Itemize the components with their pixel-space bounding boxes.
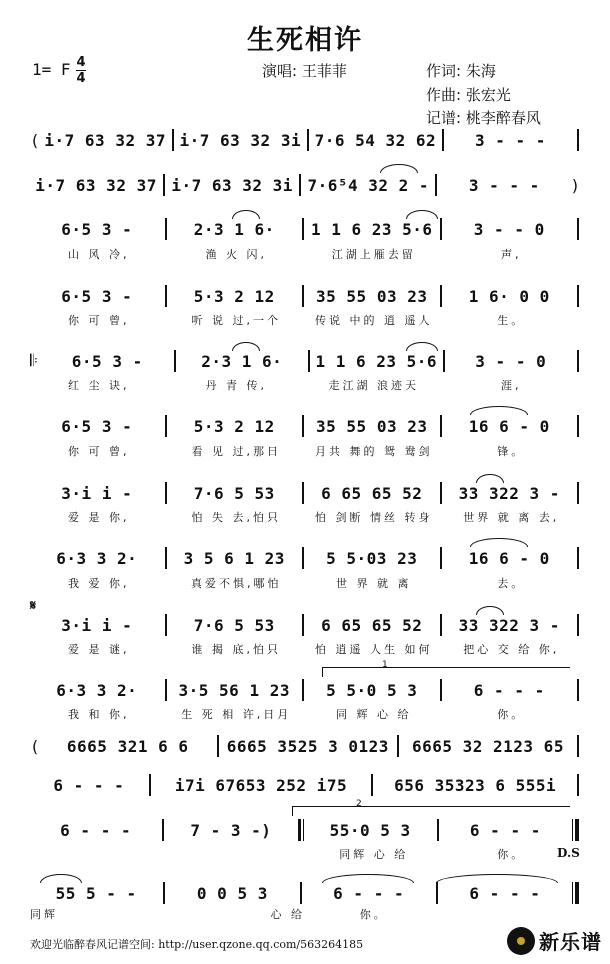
measure: 5 5·0 5 3 [326,680,418,700]
measure: 33 322 3 - [458,615,560,635]
volta-2-number: 2 [356,799,362,809]
measure: 7·6⁵4 32 2 - [307,175,430,195]
measure: 16 6 - 0 [468,548,550,568]
slur [232,342,260,351]
logo-text: 新乐谱 [539,930,602,954]
lyric [168,846,306,864]
lyric: 声, [501,248,522,261]
lyric: 爱 是 谜, [68,643,130,656]
lyric: 把心 交 给 你, [463,643,560,656]
measure: 656 35323 6 555i [394,775,557,795]
score-row-1 [30,126,580,154]
measure: 3 - - 0 [475,351,547,371]
lyric-line-6 [30,575,580,593]
slur [232,210,260,219]
score-row-10 [30,676,580,704]
lyric: 涯, [501,379,522,392]
lyric-line-5 [30,509,580,527]
measure: 55 5 - - [55,883,137,903]
measure: 5·3 2 12 [193,416,275,436]
lyricist-credit: 作词: 朱海 [426,62,496,80]
measure: i·7 63 32 37 [44,130,166,150]
measure: 6·3 3 2· [56,548,138,568]
lyric: 你。 [497,848,526,861]
measure: i·7 63 32 3i [179,130,302,150]
lyric: 渔 火 闪, [205,248,267,261]
measure: 6665 32 2123 65 [411,736,564,756]
score-row-3 [30,215,580,243]
measure: 6 - - - [469,883,541,903]
time-sig-denominator: 4 [76,71,86,86]
score-row-5 [30,347,580,375]
lyric: 怕 剑断 情丝 转身 [315,511,433,524]
measure: 35 55 03 23 [316,416,428,436]
measure: 6 - - - [53,775,125,795]
measure: 6·5 3 - [61,286,133,306]
measure: 6·5 3 - [61,219,133,239]
measure: 6·5 3 - [61,416,133,436]
lyric-line-10 [30,906,580,924]
measure: 5·3 2 12 [193,286,275,306]
measure: 16 6 - 0 [468,416,550,436]
segno-sign: 𝄋 [30,598,37,614]
lyric-line-4 [30,443,580,461]
lyric-line-9 [30,846,580,864]
score-row-13 [30,816,580,844]
lyric: 爱 是 你, [68,511,130,524]
lyric: 世界 就 离 去, [463,511,560,524]
volta-2-tick [292,806,293,816]
measure: 3·i i - [61,615,133,635]
transcriber-credit: 记谱: 桃李醉春风 [426,109,541,127]
score-row-8 [30,544,580,572]
lyric: 生 死 相 许,日月 [181,708,292,721]
lyric-line-3 [30,377,580,395]
measure: 35 55 03 23 [316,286,428,306]
measure: 7 - 3 -) [190,820,272,840]
slur [406,210,438,219]
measure: 6 65 65 52 [321,483,423,503]
time-sig-numerator: 4 [76,55,86,70]
measure: 6665 321 6 6 [66,736,189,756]
score-row-12 [30,771,580,799]
lyric: 红 尘 诀, [68,379,130,392]
measure: 6·5 3 - [71,351,143,371]
lyric [443,906,581,924]
measure: 3 5 6 1 23 [183,548,285,568]
lyric: 锋。 [497,445,526,458]
slur [322,874,414,883]
lyric: 你 可 曾, [68,445,130,458]
volta-1-bracket [322,667,570,668]
lyric: 听 说 过,一个 [191,314,281,327]
lyric: 世 界 就 离 [336,577,412,590]
open-paren: ( [30,736,40,756]
lyric: 江湖上雁去留 [331,248,416,261]
measure: 6665 3525 3 0123 [226,736,389,756]
lyric: 怕 失 去,怕只 [191,511,281,524]
volta-1-number: 1 [382,660,388,670]
lyric-line-7 [30,641,580,659]
lyric: 我 爱 你, [68,577,130,590]
footer-text: 欢迎光临醉春风记谱空间: http://user.qzone.qq.com/563264185 [30,938,364,951]
lyric: 同辉 心 给 [339,848,409,861]
composer-credit: 作曲: 张宏光 [426,86,511,104]
measure: 1 1 6 23 5·6 [310,219,433,239]
da-segno-mark: D.S [557,846,580,860]
score-row-11 [30,732,580,760]
lyric-line-1 [30,246,580,264]
lyric: 你。 [497,708,526,721]
measure: 3 - - - [468,175,540,195]
slur [476,474,504,483]
score-row-9 [30,611,580,639]
slur [406,342,438,351]
measure: 3·i i - [61,483,133,503]
lyric: 生。 [497,314,526,327]
measure: i7i 67653 252 i75 [174,775,348,795]
vinyl-disc-icon [507,927,535,955]
measure: 33 322 3 - [458,483,560,503]
lyric: 你。 [359,908,388,921]
lyric: 心 给 [270,908,305,921]
open-paren: ( [30,130,40,150]
lyric: 真爱不惧,哪怕 [191,577,282,590]
lyric: 丹 青 传, [205,379,267,392]
measure: 7·6 5 53 [193,483,275,503]
lyric-line-2 [30,312,580,330]
lyric: 月共 舞的 鸳 鸯剑 [315,445,433,458]
measure: i·7 63 32 3i [171,175,293,195]
volta-2-bracket [292,806,570,807]
lyric [30,846,168,864]
slur [476,606,504,615]
lyric: 怕 逍遥 人生 如何 [315,643,433,656]
lyric: 传说 中的 逍 遥人 [315,314,433,327]
measure: 6 - - - [473,680,545,700]
singer-credit: 演唱: 王菲菲 [262,62,347,80]
lyric: 同 辉 心 给 [336,708,412,721]
slur [436,874,558,883]
lyric: 走江湖 浪迹天 [328,379,419,392]
lyric: 谁 揭 底,怕只 [191,643,281,656]
key-signature: 1= F [32,60,71,79]
time-signature [76,56,86,85]
slur [470,406,528,415]
measure: 6·3 3 2· [56,680,138,700]
measure: 3 - - - [475,130,546,150]
lyric: 去。 [497,577,526,590]
measure: 6 65 65 52 [321,615,423,635]
measure: 6 - - - [60,820,132,840]
slur [470,538,528,547]
measure: 7·6 5 53 [193,615,275,635]
score-row-14 [30,879,580,907]
measure: 1 1 6 23 5·6 [315,351,438,371]
site-logo [507,926,602,955]
lyric-line-8 [30,706,580,724]
measure: 3·5 56 1 23 [178,680,290,700]
measure: 0 0 5 3 [196,883,268,903]
measure: 55·0 5 3 [329,820,411,840]
page-title: 生死相许 [247,25,363,56]
measure: 2·3 1 6· [193,219,275,239]
measure: 1 6· 0 0 [468,286,550,306]
slur [40,874,82,883]
measure: 2·3 1 6· [201,351,283,371]
lyric: 同辉 [30,908,58,921]
measure: 6 - - - [333,883,405,903]
measure: 7·6 54 32 62 [314,130,437,150]
measure: 6 - - - [469,820,541,840]
lyric: 看 见 过,那日 [191,445,281,458]
measure: 3 - - 0 [473,219,545,239]
measure: 5 5·03 23 [326,548,418,568]
close-paren: ) [570,175,581,195]
score-row-6 [30,412,580,440]
score-row-7 [30,479,580,507]
slur [380,164,418,173]
measure: i·7 63 32 37 [35,175,157,195]
lyric: 山 风 冷, [68,248,130,261]
score-row-2 [30,171,580,199]
repeat-start-sign: 𝄆 [30,351,38,370]
lyric: 你 可 曾, [68,314,130,327]
score-row-4 [30,282,580,310]
lyric: 我 和 你, [68,708,130,721]
